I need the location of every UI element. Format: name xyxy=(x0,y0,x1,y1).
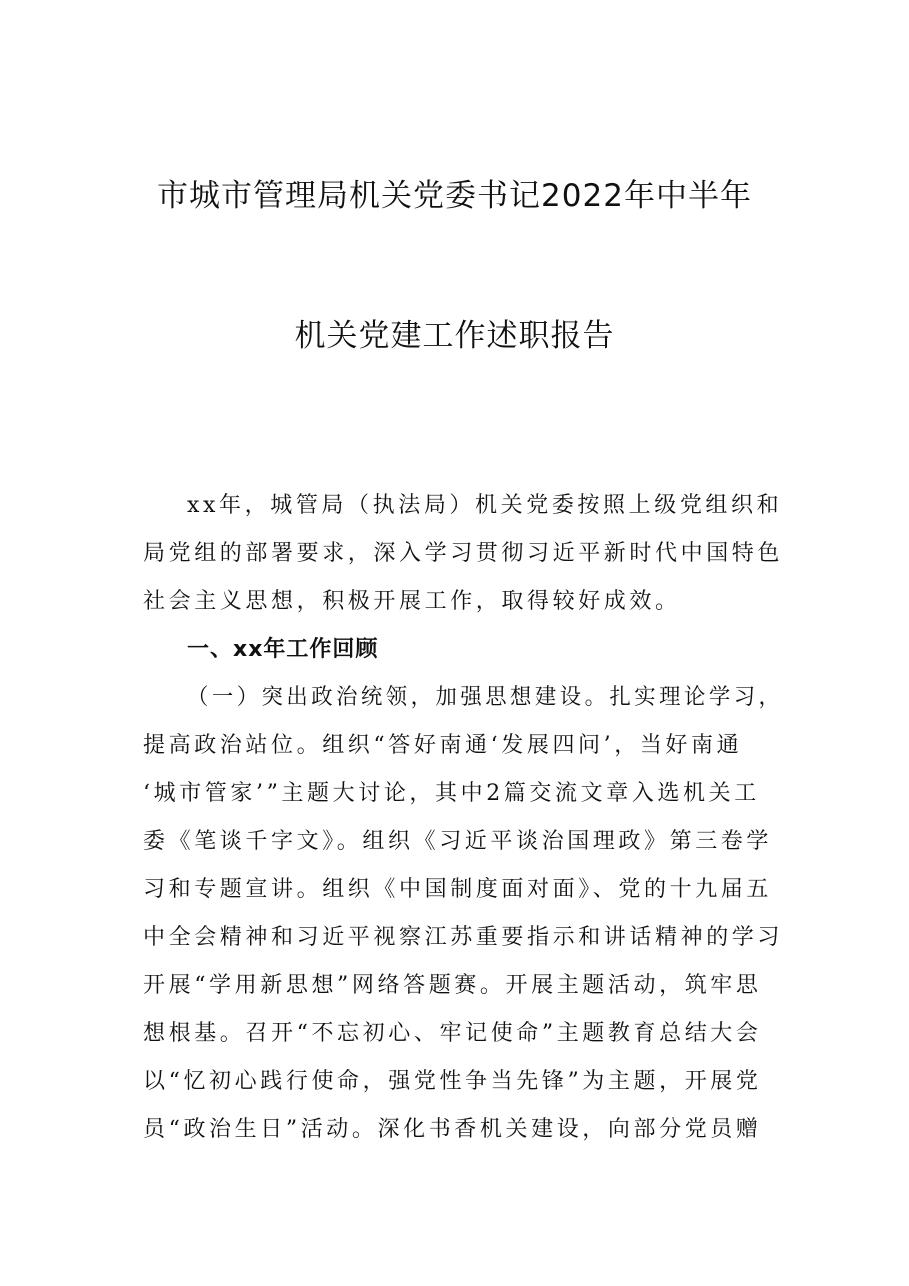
paragraph-line: ‘城市管家’”主题大讨论，其中2篇交流文章入选机关工 xyxy=(143,781,760,806)
paragraph-line: 员“政治生日”活动。深化书香机关建设，向部分党员赠 xyxy=(143,1117,762,1142)
paragraph-line: 提高政治站位。组织“答好南通‘发展四问’，当好南通 xyxy=(143,733,743,758)
paragraph-line: 以“忆初心践行使命，强党性争当先锋”为主题，开展党 xyxy=(143,1069,762,1094)
paragraph-line: 中全会精神和习近平视察江苏重要指示和讲话精神的学习 xyxy=(143,925,784,950)
paragraph-line: 社会主义思想，积极开展工作，取得较好成效。 xyxy=(143,589,681,614)
paragraph-line: 开展“学用新思想”网络答题赛。开展主题活动，筑牢思 xyxy=(143,973,762,998)
paragraph-line: 局党组的部署要求，深入学习贯彻习近平新时代中国特色 xyxy=(143,541,784,566)
paragraph-line: （一）突出政治统领，加强思想建设。扎实理论学习， xyxy=(187,685,784,710)
document-title-line-1: 市城市管理局机关党委书记2022年中半年 xyxy=(157,178,752,214)
paragraph-line: 想根基。召开“不忘初心、牢记使命”主题教育总结大会 xyxy=(143,1021,762,1046)
paragraph-line: xx年，城管局（执法局）机关党委按照上级党组织和 xyxy=(187,493,783,518)
paragraph-line: 习和专题宣讲。组织《中国制度面对面》、党的十九届五 xyxy=(143,877,773,902)
document-title-line-2: 机关党建工作述职报告 xyxy=(294,318,615,354)
paragraph-line: 委《笔谈千字文》。组织《习近平谈治国理政》第三卷学 xyxy=(143,829,773,854)
section-heading: 一、xx年工作回顾 xyxy=(187,637,379,662)
